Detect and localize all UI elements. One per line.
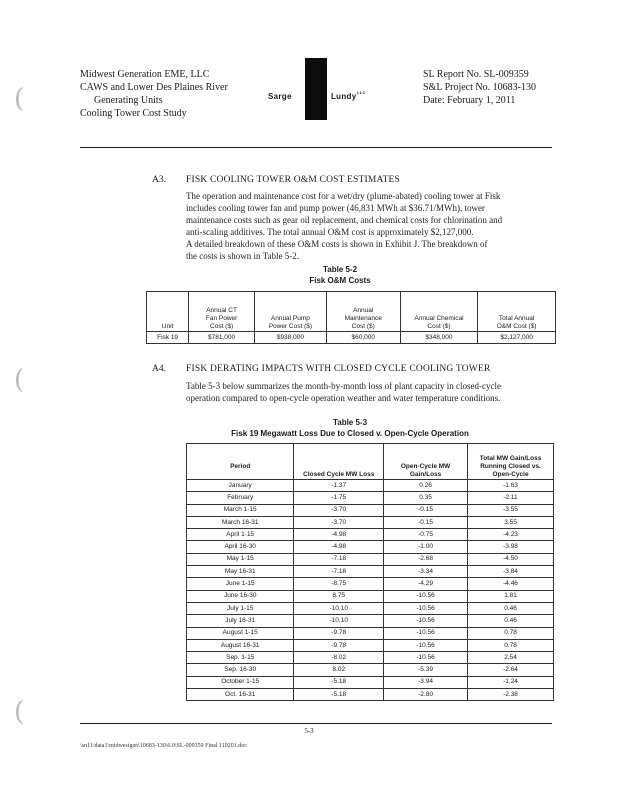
table-5-2-caption [250,264,430,286]
table-cell: -0.75 [384,529,468,541]
table-row [187,566,554,578]
sargent-lundy-logo [268,58,368,120]
paragraph-line: A detailed breakdown of these O&M costs is shown in Exhibit J. The breakdown of [186,239,488,249]
col-header-total: Total Annual O&M Cost ($) [478,292,556,332]
table-cell: May 1-15 [187,553,294,565]
logo-text-left: Sarge [268,92,292,101]
report-date: Date: February 1, 2011 [423,95,516,106]
table-cell: -8.75 [294,578,384,590]
table-cell: -3.84 [468,566,554,578]
table-cell: $2,127,000 [478,332,556,344]
table-row [187,541,554,553]
table-cell: -3.34 [384,566,468,578]
footer-rule [80,723,552,724]
table-5-3-caption [186,417,514,439]
paragraph-line: The operation and maintenance cost for a wet/dry (plume-abated) cooling tower at Fisk [186,191,501,201]
table-cell: -1.24 [468,676,554,688]
table-cell: -10.56 [384,615,468,627]
table-row [187,602,554,614]
table-cell: July 1-15 [187,602,294,614]
table-cell: -4.23 [468,529,554,541]
header-study: Cooling Tower Cost Study [80,108,187,119]
section-a4-paragraph [186,380,556,404]
table-cell: June 16-30 [187,590,294,602]
paragraph-line: maintenance costs such as gear oil replacement, and chemical costs for chlorination and [186,215,503,225]
table-row [187,553,554,565]
table-row [187,664,554,676]
table-cell: -5.18 [294,689,384,701]
table-cell: -4.29 [384,578,468,590]
table-cell: $348,000 [400,332,478,344]
table-cell: 2.54 [468,652,554,664]
table-header-row [147,292,556,332]
table-cell: -5.18 [294,676,384,688]
table-5-2-title: Fisk O&M Costs [309,276,371,285]
col-header-chemical: Annual Chemical Cost ($) [400,292,478,332]
logo-text-tm: LLC [357,90,366,95]
table-cell: 1.81 [468,590,554,602]
table-cell: -10.56 [384,602,468,614]
col-header-total-gain-loss: Total MW Gain/Loss Running Closed vs. Open-Cycle [468,444,554,480]
table-cell: Sep. 1-15 [187,652,294,664]
table-cell: -0.15 [384,504,468,516]
section-a3-title: FISK COOLING TOWER O&M COST ESTIMATES [186,175,401,185]
paragraph-line: the costs is shown in Table 5-2. [186,251,299,261]
table-cell: February [187,492,294,504]
table-cell: August 16-31 [187,639,294,651]
paragraph-line: includes cooling tower fan and pump power (46,831 MWh at $36.71/MWh), tower [186,203,485,213]
table-cell: -9.78 [294,639,384,651]
table-cell: -3.70 [294,504,384,516]
table-cell: -1.75 [294,492,384,504]
table-row [187,516,554,528]
project-number: S&L Project No. 10683-130 [423,82,536,93]
table-cell: January [187,480,294,492]
table-header-row [187,444,554,480]
table-row [187,689,554,701]
table-cell: $781,000 [189,332,255,344]
table-cell: $938,000 [255,332,327,344]
page-number: 5-3 [304,727,314,735]
table-cell: -3.98 [468,541,554,553]
table-cell: August 1-15 [187,627,294,639]
margin-punch-mark-1: ( [14,84,25,114]
header-project: CAWS and Lower Des Plaines River [80,82,228,93]
table-cell: Sep. 16-30 [187,664,294,676]
table-row [187,652,554,664]
table-cell: June 1-15 [187,578,294,590]
table-cell: April 16-30 [187,541,294,553]
table-row [187,639,554,651]
table-5-3-body [187,480,554,701]
table-cell: 0.35 [384,492,468,504]
table-row [147,332,556,344]
header-units: Generating Units [94,95,163,106]
table-cell: -2.11 [468,492,554,504]
logo-text-right: Lundy [331,92,357,101]
table-cell: -2.68 [384,553,468,565]
table-row [187,676,554,688]
table-cell: -1.00 [384,541,468,553]
table-cell: May 16-31 [187,566,294,578]
col-header-pump-power: Annual Pump Power Cost ($) [255,292,327,332]
table-row [187,627,554,639]
table-cell: -4.98 [294,541,384,553]
table-cell: -1.37 [294,480,384,492]
table-row [187,590,554,602]
table-cell: March 1-15 [187,504,294,516]
file-path: \sn11\data1\midwestgen\10683-130\6.0\SL-009359 Final 110201.doc [80,743,247,749]
table-cell: -4.46 [468,578,554,590]
section-a4-title: FISK DERATING IMPACTS WITH CLOSED CYCLE COOLING TOWER [186,364,491,374]
table-cell: 0.78 [468,627,554,639]
table-cell: 0.46 [468,602,554,614]
table-cell: April 1-15 [187,529,294,541]
table-cell: -8.02 [294,652,384,664]
table-5-3-title: Fisk 19 Megawatt Loss Due to Closed v. Open-Cycle Operation [231,429,469,438]
table-row [187,615,554,627]
table-cell: 8.75 [294,590,384,602]
table-cell: -10.56 [384,590,468,602]
table-cell: 0.78 [468,639,554,651]
logo-bar [305,58,327,120]
table-cell: -10.56 [384,627,468,639]
col-header-period: Period [187,444,294,480]
paragraph-line: operation compared to open-cycle operation weather and water temperature conditions. [186,393,501,403]
header-rule [80,147,552,148]
table-cell: $60,000 [326,332,400,344]
table-cell: -2.64 [468,664,554,676]
table-cell: -2.38 [468,689,554,701]
table-cell: -1.63 [468,480,554,492]
table-row [187,504,554,516]
table-cell: -3.55 [468,504,554,516]
section-a3-number: A3. [152,175,166,185]
table-cell: -2.80 [384,689,468,701]
report-number: SL Report No. SL-009359 [423,69,529,80]
table-row [187,492,554,504]
table-cell: -10.10 [294,602,384,614]
table-cell: -4.98 [294,529,384,541]
table-cell: -10.10 [294,615,384,627]
table-cell: -10.56 [384,652,468,664]
paragraph-line: Table 5-3 below summarizes the month-by-month loss of plant capacity in closed-cycle [186,381,502,391]
table-cell: March 16-31 [187,516,294,528]
table-row [187,529,554,541]
table-5-3 [186,443,554,701]
table-cell: -9.78 [294,627,384,639]
col-header-maintenance: Annual Maintenance Cost ($) [326,292,400,332]
table-5-3-number: Table 5-3 [332,418,368,427]
table-row [187,578,554,590]
table-cell: -10.56 [384,639,468,651]
table-cell: 3.55 [468,516,554,528]
header-company: Midwest Generation EME, LLC [80,69,210,80]
header-right [423,68,536,107]
margin-punch-mark-2: ( [14,365,25,395]
section-a4-number: A4. [152,364,166,374]
table-cell: October 1-15 [187,676,294,688]
table-cell: Fisk 19 [147,332,189,344]
table-cell: -0.15 [384,516,468,528]
table-cell: 0.46 [468,615,554,627]
table-cell: Oct. 16-31 [187,689,294,701]
table-5-2-number: Table 5-2 [322,265,358,274]
table-5-2 [146,291,556,344]
table-row [187,480,554,492]
table-cell: July 16-31 [187,615,294,627]
table-cell: -7.18 [294,566,384,578]
table-cell: 8.02 [294,664,384,676]
table-cell: 0.26 [384,480,468,492]
col-header-open-cycle: Open-Cycle MW Gain/Loss [384,444,468,480]
margin-punch-mark-3: ( [14,697,25,727]
table-cell: -3.94 [384,676,468,688]
paragraph-line: anti-scaling additives. The total annual O&M cost is approximately $2,127,000. [186,227,474,237]
col-header-closed-cycle: Closed Cycle MW Loss [294,444,384,480]
col-header-fan-power: Annual CT Fan Power Cost ($) [189,292,255,332]
header-left [80,68,228,120]
table-cell: -4.50 [468,553,554,565]
table-cell: -5.39 [384,664,468,676]
table-cell: -7.18 [294,553,384,565]
section-a3-paragraph [186,190,556,262]
col-header-unit: Unit [147,292,189,332]
table-cell: -3.70 [294,516,384,528]
